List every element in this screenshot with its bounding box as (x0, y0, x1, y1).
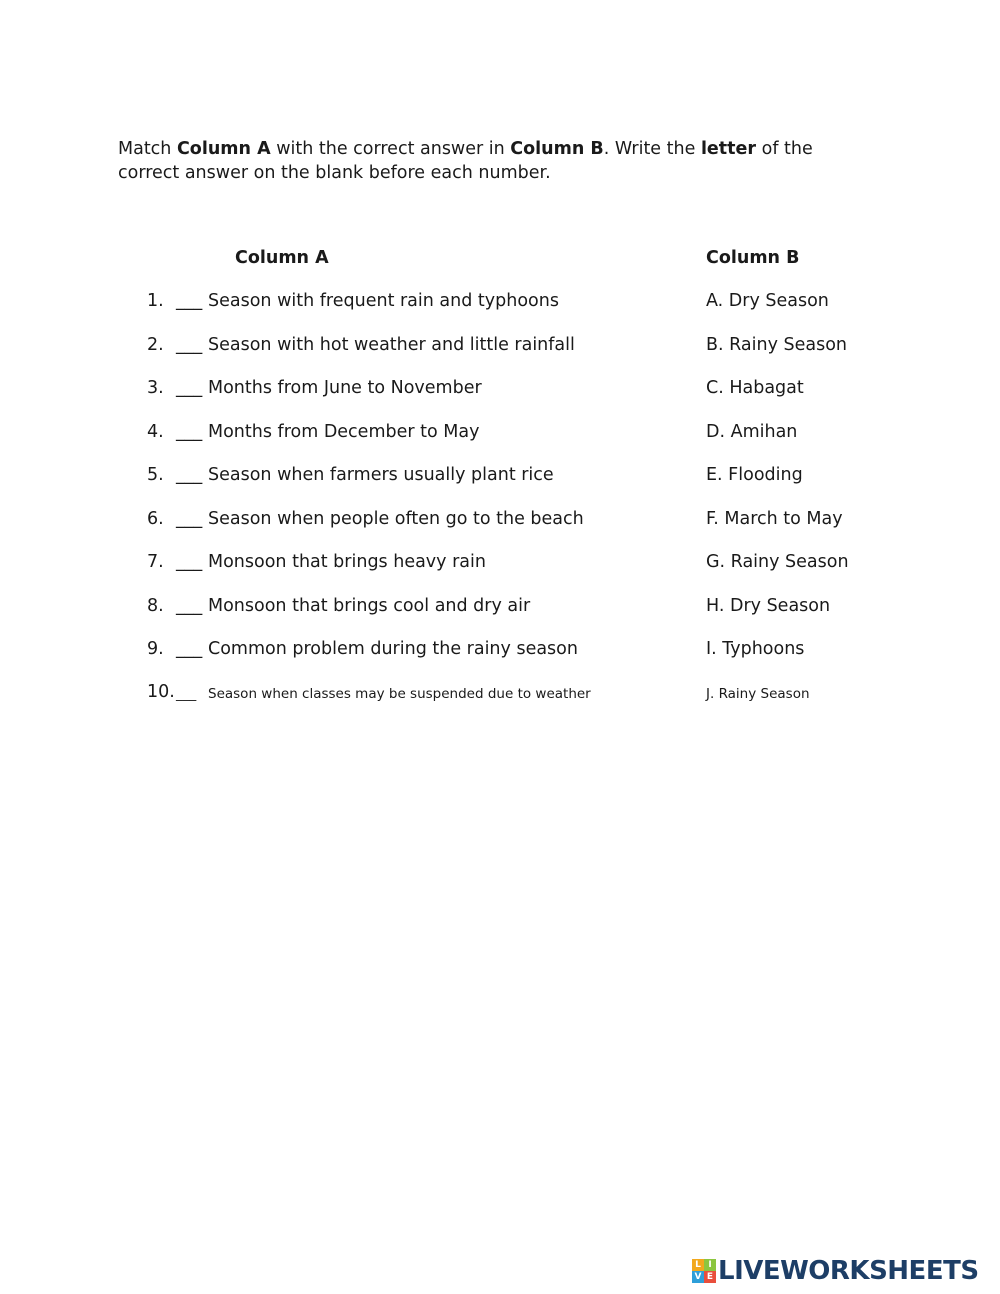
instructions-text-4: of the correct answer on the blank before each number. (118, 139, 813, 183)
column-a-item: Monsoon that brings heavy rain (208, 552, 486, 572)
item-number: 2. (147, 335, 164, 355)
instructions-text-2: with the correct answer in (270, 139, 511, 159)
logo-tile-v: V (692, 1271, 704, 1283)
answer-blank[interactable]: ___ (176, 335, 203, 355)
answer-blank[interactable]: ___ (176, 686, 197, 702)
column-b-answer: F. March to May (706, 509, 843, 529)
matching-row (0, 682, 1000, 712)
matching-row (0, 465, 1000, 495)
item-number: 9. (147, 639, 164, 659)
column-a-header: Column A (235, 248, 329, 268)
column-b-answer: G. Rainy Season (706, 552, 849, 572)
answer-blank[interactable]: ___ (176, 596, 203, 616)
column-b-answer: J. Rainy Season (706, 686, 810, 702)
item-number: 3. (147, 378, 164, 398)
liveworksheets-logo (692, 1254, 979, 1288)
logo-tile-l: L (692, 1259, 704, 1271)
brand-name: LIVEWORKSHEETS (718, 1256, 979, 1286)
column-a-item: Monsoon that brings cool and dry air (208, 596, 531, 616)
logo-tile-i: I (704, 1259, 716, 1271)
column-a-item: Common problem during the rainy season (208, 639, 578, 659)
matching-row (0, 422, 1000, 452)
column-b-answer: A. Dry Season (706, 291, 829, 311)
logo-tile-e: E (704, 1271, 716, 1283)
column-b-answer: E. Flooding (706, 465, 803, 485)
item-number: 6. (147, 509, 164, 529)
column-b-answer: D. Amihan (706, 422, 798, 442)
answer-blank[interactable]: ___ (176, 378, 203, 398)
liveworksheets-icon (692, 1259, 716, 1283)
matching-row (0, 552, 1000, 582)
instructions (118, 137, 878, 185)
column-a-item: Season when classes may be suspended due to weather (208, 686, 591, 702)
instructions-text-3: . Write the (603, 139, 701, 159)
column-a-item: Season when people often go to the beach (208, 509, 584, 529)
matching-row (0, 639, 1000, 669)
instructions-bold-letter: letter (700, 139, 757, 159)
column-a-item: Season when farmers usually plant rice (208, 465, 554, 485)
matching-row (0, 378, 1000, 408)
item-number: 5. (147, 465, 164, 485)
item-number: 8. (147, 596, 164, 616)
item-number: 1. (147, 291, 164, 311)
instructions-text-1: Match (118, 139, 177, 159)
column-b-answer: B. Rainy Season (706, 335, 848, 355)
answer-blank[interactable]: ___ (176, 465, 203, 485)
column-a-item: Months from December to May (208, 422, 480, 442)
instructions-bold-column-b: Column B (510, 139, 604, 159)
column-a-item: Season with frequent rain and typhoons (208, 291, 559, 311)
answer-blank[interactable]: ___ (176, 509, 203, 529)
column-a-item: Months from June to November (208, 378, 482, 398)
answer-blank[interactable]: ___ (176, 552, 203, 572)
item-number: 4. (147, 422, 164, 442)
column-b-answer: I. Typhoons (706, 639, 805, 659)
matching-row (0, 291, 1000, 321)
answer-blank[interactable]: ___ (176, 639, 203, 659)
item-number: 7. (147, 552, 164, 572)
instructions-bold-column-a: Column A (176, 139, 271, 159)
column-a-item: Season with hot weather and little rainfall (208, 335, 575, 355)
answer-blank[interactable]: ___ (176, 422, 203, 442)
column-b-answer: C. Habagat (706, 378, 804, 398)
item-number: 10. (147, 682, 175, 702)
matching-row (0, 335, 1000, 365)
column-b-header: Column B (706, 248, 800, 268)
matching-row (0, 509, 1000, 539)
column-b-answer: H. Dry Season (706, 596, 831, 616)
answer-blank[interactable]: ___ (176, 291, 203, 311)
matching-row (0, 596, 1000, 626)
